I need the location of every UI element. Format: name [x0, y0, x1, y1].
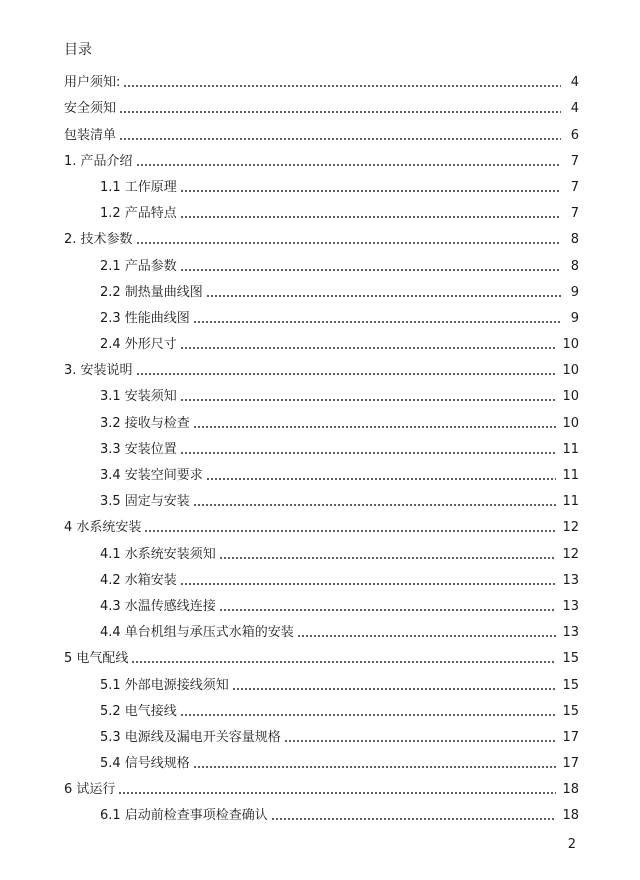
dot-leader: [219, 608, 557, 612]
toc-entry[interactable]: [64, 616, 579, 642]
toc-entry-label: 4.2 水箱安装: [100, 572, 177, 588]
toc-entry-label: 2.3 性能曲线图: [100, 310, 190, 326]
toc-entry-label: 5.2 电气接线: [100, 703, 177, 719]
toc-entry-page: 12: [562, 546, 579, 562]
toc-entry-page: 11: [562, 441, 579, 457]
toc-entry-label: 2. 技术参数: [64, 232, 133, 248]
toc-entry-label: 5.3 电源线及漏电开关容量规格: [100, 729, 281, 745]
toc-entry-label: 3.3 安装位置: [100, 441, 177, 457]
toc-entry-page: 17: [562, 756, 579, 772]
toc-entry-page: 18: [562, 808, 579, 824]
toc-entry-label: 4.1 水系统安装须知: [100, 546, 216, 562]
toc-entry-label: 6 试运行: [64, 782, 116, 798]
toc-entry-page: 10: [562, 363, 579, 379]
toc-entry-page: 7: [570, 153, 579, 169]
toc-entry[interactable]: [64, 433, 579, 459]
toc-entry[interactable]: [64, 276, 579, 302]
dot-leader: [119, 110, 561, 114]
toc-entry-label: 2.2 制热量曲线图: [100, 284, 203, 300]
dot-leader: [193, 503, 557, 507]
toc-entry-page: 4: [570, 101, 579, 117]
toc-entry[interactable]: [64, 537, 579, 563]
toc-entry-label: 包装清单: [64, 127, 117, 143]
toc-entry-page: 11: [562, 494, 579, 510]
table-of-contents: [64, 66, 579, 825]
toc-entry-page: 11: [562, 468, 579, 483]
dot-leader: [136, 163, 561, 167]
toc-entry-page: 18: [562, 782, 579, 798]
toc-entry-label: 2.4 外形尺寸: [100, 337, 177, 353]
toc-entry-page: 9: [570, 284, 579, 300]
toc-entry-page: 17: [562, 729, 579, 745]
toc-entry[interactable]: [64, 459, 579, 485]
toc-entry-label: 4.4 单台机组与承压式水箱的安装: [100, 625, 294, 641]
dot-leader: [180, 346, 557, 350]
toc-entry-label: 1.1 工作原理: [100, 179, 177, 195]
toc-entry-page: 15: [562, 703, 579, 719]
dot-leader: [180, 713, 557, 717]
toc-entry-label: 5.1 外部电源接线须知: [100, 677, 229, 693]
toc-entry[interactable]: [64, 92, 579, 118]
dot-leader: [297, 634, 557, 638]
toc-entry-page: 12: [562, 520, 579, 536]
toc-entry-label: 安全须知: [64, 101, 117, 117]
toc-entry-page: 13: [562, 572, 579, 588]
toc-entry[interactable]: [64, 668, 579, 694]
toc-entry[interactable]: [64, 773, 579, 799]
dot-leader: [180, 215, 561, 219]
dot-leader: [131, 660, 556, 664]
toc-entry-page: 10: [562, 415, 579, 431]
dot-leader: [193, 320, 561, 324]
toc-entry[interactable]: [64, 695, 579, 721]
toc-entry[interactable]: [64, 249, 579, 275]
toc-entry[interactable]: [64, 721, 579, 747]
toc-entry[interactable]: [64, 354, 579, 380]
toc-entry-label: 用户须知:: [64, 75, 121, 91]
toc-entry-label: 3.5 固定与安装: [100, 494, 190, 510]
toc-entry-page: 6: [570, 127, 579, 143]
toc-entry-page: 8: [570, 258, 579, 274]
toc-entry[interactable]: [64, 328, 579, 354]
dot-leader: [136, 372, 557, 376]
toc-entry-page: 4: [570, 75, 579, 91]
toc-entry[interactable]: [64, 197, 579, 223]
toc-entry[interactable]: [64, 223, 579, 249]
toc-entry[interactable]: [64, 406, 579, 432]
dot-leader: [118, 791, 556, 795]
toc-entry[interactable]: [64, 118, 579, 144]
toc-entry-label: 5.4 信号线规格: [100, 756, 190, 772]
dot-leader: [193, 765, 557, 769]
toc-entry-page: 13: [562, 598, 579, 614]
toc-entry-page: 13: [562, 625, 579, 641]
toc-entry-page: 10: [562, 389, 579, 405]
toc-entry-page: 15: [562, 677, 579, 693]
dot-leader: [180, 582, 557, 586]
toc-entry[interactable]: [64, 511, 579, 537]
toc-entry[interactable]: [64, 590, 579, 616]
toc-title: 目录: [64, 42, 92, 58]
toc-entry-label: 1. 产品介绍: [64, 153, 133, 169]
toc-entry-label: 6.1 启动前检查事项检查确认: [100, 808, 268, 824]
toc-entry[interactable]: [64, 642, 579, 668]
dot-leader: [136, 241, 561, 245]
toc-entry[interactable]: [64, 380, 579, 406]
toc-entry[interactable]: [64, 302, 579, 328]
toc-entry-label: 4 水系统安装: [64, 520, 142, 536]
dot-leader: [180, 451, 557, 455]
toc-entry[interactable]: [64, 747, 579, 773]
dot-leader: [193, 425, 557, 429]
toc-entry-page: 9: [570, 310, 579, 326]
toc-entry[interactable]: [64, 564, 579, 590]
toc-entry-label: 3.4 安装空间要求: [100, 468, 203, 483]
dot-leader: [180, 189, 561, 193]
toc-entry-page: 7: [570, 206, 579, 222]
dot-leader: [271, 817, 557, 821]
toc-entry-label: 1.2 产品特点: [100, 206, 177, 222]
toc-entry-page: 8: [570, 232, 579, 248]
dot-leader: [206, 294, 561, 298]
dot-leader: [119, 137, 561, 141]
dot-leader: [284, 739, 557, 743]
toc-entry-page: 7: [570, 179, 579, 195]
dot-leader: [180, 268, 561, 272]
dot-leader: [144, 529, 556, 533]
toc-entry-page: 15: [562, 651, 579, 667]
page-number: 2: [567, 837, 576, 852]
toc-entry-label: 4.3 水温传感线连接: [100, 598, 216, 614]
dot-leader: [219, 556, 557, 560]
dot-leader: [180, 398, 557, 402]
toc-entry[interactable]: [64, 799, 579, 825]
dot-leader: [206, 477, 557, 481]
dot-leader: [123, 84, 561, 88]
toc-entry[interactable]: [64, 485, 579, 511]
toc-entry-label: 3. 安装说明: [64, 363, 133, 379]
toc-entry-label: 5 电气配线: [64, 651, 129, 667]
toc-entry-label: 2.1 产品参数: [100, 258, 177, 274]
toc-entry[interactable]: [64, 171, 579, 197]
toc-entry-label: 3.2 接收与检查: [100, 415, 190, 431]
toc-entry-page: 10: [562, 337, 579, 353]
dot-leader: [232, 687, 557, 691]
toc-entry[interactable]: [64, 145, 579, 171]
toc-entry[interactable]: [64, 66, 579, 92]
toc-entry-label: 3.1 安装须知: [100, 389, 177, 405]
